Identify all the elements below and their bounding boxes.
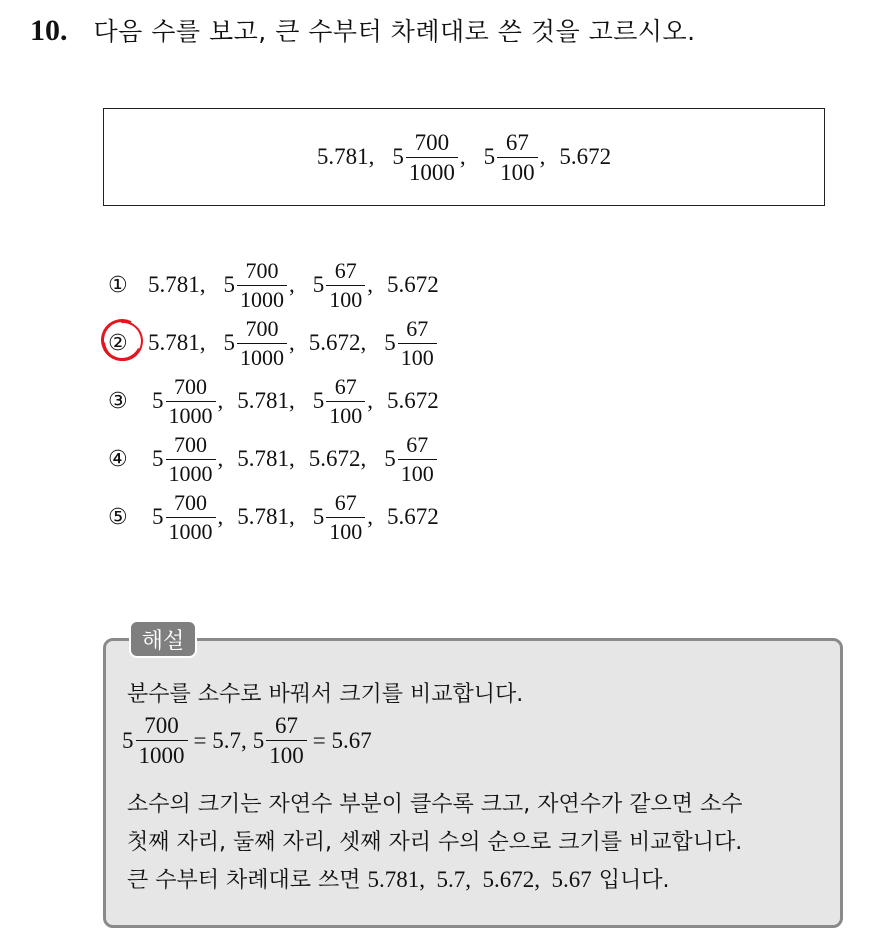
option-2-d-num: 67	[406, 315, 429, 341]
given-frac2-numerator: 67	[505, 129, 529, 155]
expl-frac1-whole: 5	[122, 727, 134, 753]
option-5-a-whole: 5	[152, 504, 164, 529]
expl-frac1-den: 1000	[136, 740, 188, 767]
expl-result-1: = 5.7,	[193, 727, 247, 753]
option-3-mark: ③	[108, 388, 128, 414]
option-1-c-num: 67	[334, 257, 357, 283]
option-4-value-b: 5.781,	[237, 446, 295, 471]
explanation-ordered-numbers: 5.781, 5.7, 5.672, 5.67	[367, 867, 592, 892]
question-number: 10.	[30, 14, 68, 47]
option-3-c-whole: 5	[312, 388, 325, 413]
given-frac1-comma: ,	[459, 144, 466, 169]
explanation-line-5-end: 입니다.	[598, 868, 670, 893]
option-1-b-num: 700	[245, 257, 279, 283]
option-1-fraction-c	[326, 257, 365, 312]
option-2-d-whole: 5	[384, 330, 396, 355]
option-2-d-den: 100	[398, 343, 437, 369]
given-frac1-denominator: 1000	[406, 157, 458, 184]
option-2-mark: ②	[108, 330, 128, 356]
question-text: 다음 수를 보고, 큰 수부터 차례대로 쓴 것을 고르시오.	[93, 17, 696, 46]
option-3-a-num: 700	[174, 373, 207, 399]
option-4-a-comma: ,	[217, 446, 224, 471]
option-2-value-a: 5.781,	[148, 330, 206, 355]
option-4-a-whole: 5	[152, 446, 164, 471]
option-2-value-c: 5.672,	[308, 330, 367, 355]
explanation-line-5-start: 큰 수부터 차례대로 쓰면	[127, 868, 361, 893]
option-4-a-den: 1000	[166, 459, 216, 485]
option-2-b-comma: ,	[289, 330, 295, 355]
given-frac2-denominator: 100	[497, 157, 538, 184]
option-3-a-comma: ,	[217, 388, 224, 413]
option-2-fraction-d	[398, 315, 437, 370]
option-1-b-den: 1000	[237, 285, 287, 311]
option-2-fraction-b	[237, 315, 287, 370]
option-2[interactable]	[108, 314, 439, 372]
explanation-conversion	[122, 714, 372, 767]
option-5-c-den: 100	[326, 517, 365, 543]
option-4-a-num: 700	[174, 431, 207, 457]
option-2-b-num: 700	[245, 315, 279, 341]
option-3-c-num: 67	[334, 373, 357, 399]
option-1-b-comma: ,	[289, 272, 295, 297]
given-frac2-comma: ,	[539, 144, 546, 169]
option-1-mark: ①	[108, 272, 128, 298]
expl-frac2-whole: 5	[252, 727, 265, 753]
option-1-c-comma: ,	[367, 272, 373, 297]
question-header	[30, 12, 696, 48]
expl-frac2-den: 100	[266, 740, 307, 767]
expl-frac2-num: 67	[274, 713, 298, 738]
option-3[interactable]	[108, 372, 439, 430]
explanation-tag: 해설	[129, 620, 197, 658]
option-5[interactable]	[108, 488, 439, 546]
answer-options	[108, 256, 439, 546]
given-fraction-2	[497, 131, 538, 184]
option-5-fraction-a	[166, 489, 216, 544]
option-4-value-c: 5.672,	[308, 446, 367, 471]
explanation-line-4: 첫째 자리, 둘째 자리, 셋째 자리 수의 순으로 크기를 비교합니다.	[127, 830, 743, 855]
option-5-a-den: 1000	[166, 517, 216, 543]
option-4[interactable]	[108, 430, 439, 488]
option-5-value-b: 5.781,	[237, 504, 295, 529]
option-5-fraction-c	[326, 489, 365, 544]
expl-fraction-1	[136, 714, 188, 767]
option-3-a-whole: 5	[152, 388, 164, 413]
option-3-c-den: 100	[326, 401, 365, 427]
expl-frac1-num: 700	[144, 713, 179, 738]
answer-circle-stroke	[95, 313, 151, 369]
option-5-c-whole: 5	[312, 504, 325, 529]
option-1-c-whole: 5	[312, 272, 325, 297]
given-decimal-2: 5.672	[559, 144, 612, 169]
expl-fraction-2	[266, 714, 307, 767]
given-frac1-numerator: 700	[414, 129, 450, 155]
option-3-a-den: 1000	[166, 401, 216, 427]
option-3-fraction-a	[166, 373, 216, 428]
option-3-value-b: 5.781,	[237, 388, 295, 413]
option-3-fraction-c	[326, 373, 365, 428]
given-frac2-whole: 5	[483, 144, 496, 169]
explanation-line-5	[127, 863, 670, 894]
expl-result-2: = 5.67	[312, 727, 372, 753]
option-2-b-whole: 5	[223, 330, 235, 355]
option-3-c-comma: ,	[367, 388, 373, 413]
given-numbers-box	[103, 108, 825, 206]
option-5-c-num: 67	[334, 489, 357, 515]
explanation-line-3: 소수의 크기는 자연수 부분이 클수록 크고, 자연수가 같으면 소수	[127, 792, 743, 817]
option-4-fraction-d	[398, 431, 437, 486]
given-numbers	[317, 131, 611, 184]
option-5-c-comma: ,	[367, 504, 373, 529]
option-1-value-a: 5.781,	[148, 272, 206, 297]
option-5-mark: ⑤	[108, 504, 128, 530]
option-4-d-den: 100	[398, 459, 437, 485]
option-2-b-den: 1000	[237, 343, 287, 369]
option-1-c-den: 100	[326, 285, 365, 311]
option-1-b-whole: 5	[223, 272, 235, 297]
given-decimal-1: 5.781,	[316, 144, 375, 169]
option-4-d-whole: 5	[384, 446, 396, 471]
option-1-value-d: 5.672	[387, 272, 439, 297]
option-4-fraction-a	[166, 431, 216, 486]
option-4-mark: ④	[108, 446, 128, 472]
option-1[interactable]	[108, 256, 439, 314]
option-5-value-d: 5.672	[387, 504, 439, 529]
option-5-a-comma: ,	[217, 504, 224, 529]
option-4-d-num: 67	[406, 431, 429, 457]
option-1-fraction-b	[237, 257, 287, 312]
option-5-a-num: 700	[174, 489, 207, 515]
given-frac1-whole: 5	[392, 144, 404, 169]
explanation-line-1: 분수를 소수로 바꿔서 크기를 비교합니다.	[127, 682, 524, 707]
given-fraction-1	[406, 131, 458, 184]
option-3-value-d: 5.672	[387, 388, 439, 413]
